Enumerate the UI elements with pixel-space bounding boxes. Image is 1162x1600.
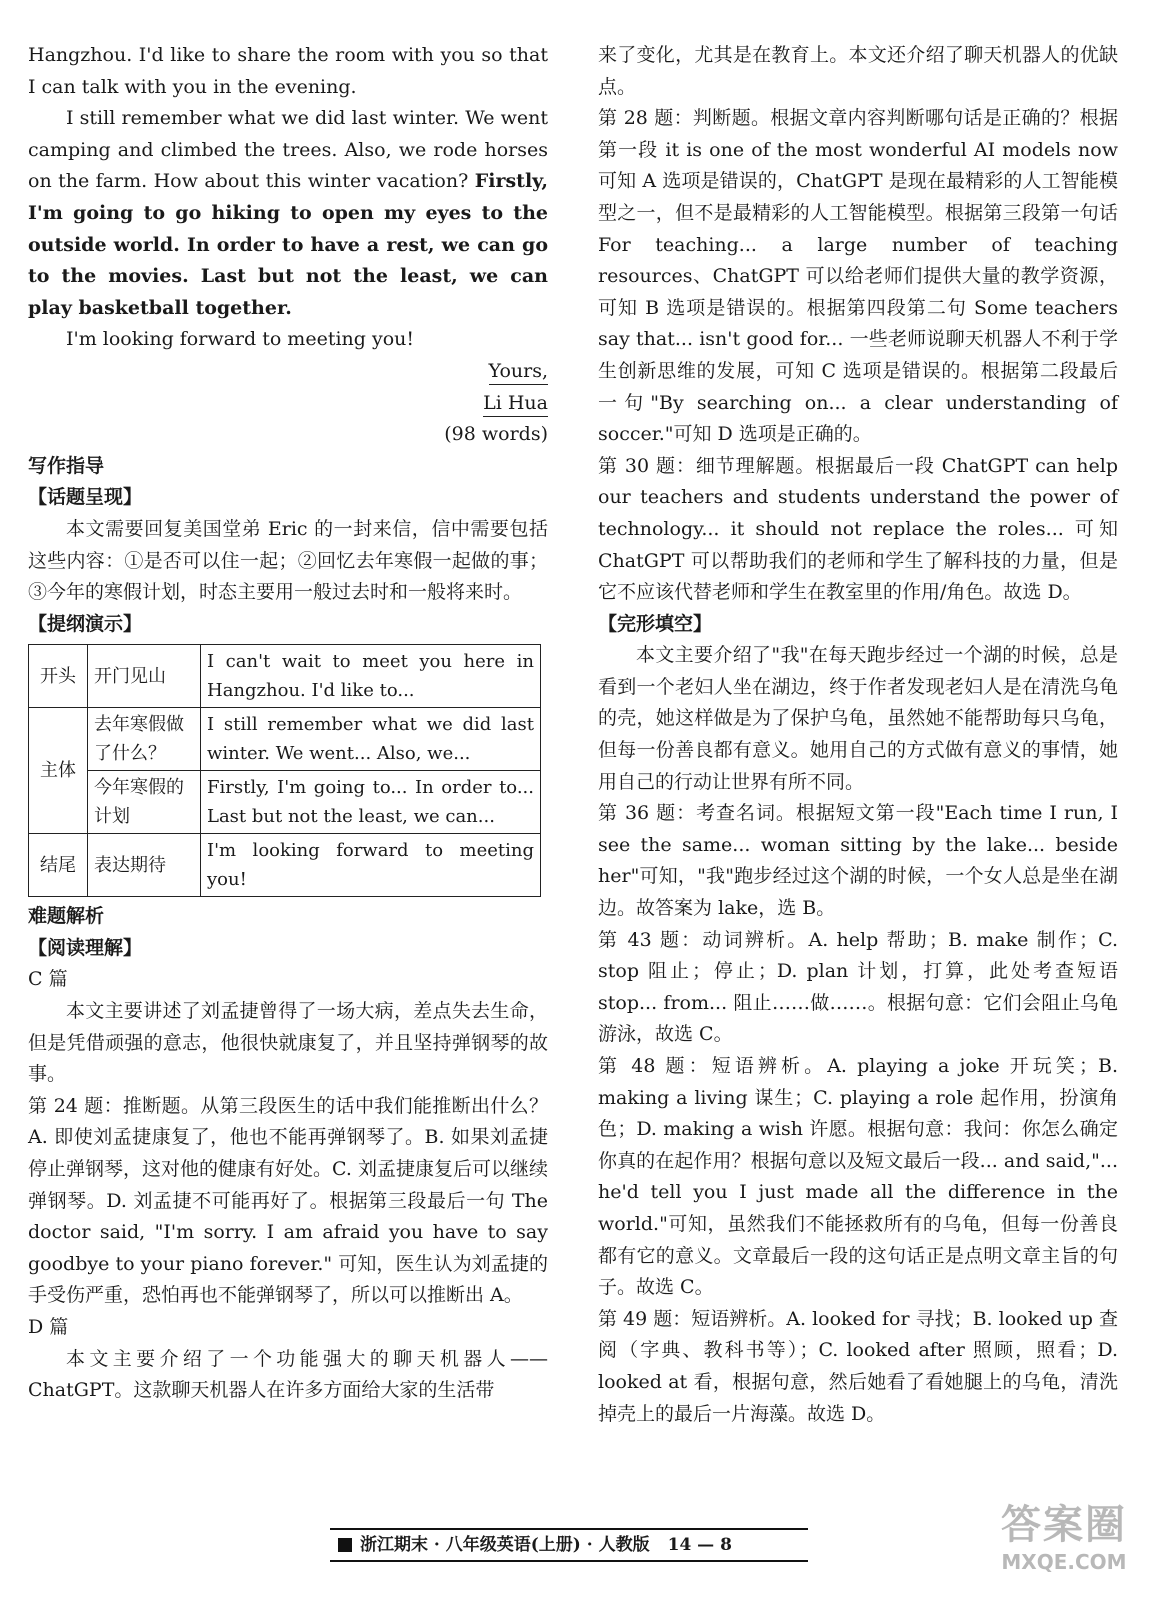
watermark-top: 答案圈 [1001,1502,1127,1548]
letter-p2-bold: Firstly, I'm going to go hiking to open my eyes to the outside world. In order to have a rest, we can go to the movies. Last but not the least, we can play basketball together. [28,170,548,319]
question-28: 第 28 题：判断题。根据文章内容判断哪句话是正确的？根据第一段 it is one of the most wonderful AI models now 可知 A 选项是错误的，ChatGPT 是现在最精彩的人工智能模型之一，但不是最精彩的人工智能模型。根据第三段第一句话 For teaching... a large number of teaching resources、ChatGPT 可以给老师们提供大量的教学资源，可知 B 选项是错误的。根据第四段第二句 Some teachers say that... isn't good for... 一些老师说聊天机器人不利于学生创新思维的发展，可知 C 选项是错误的。根据第二段最后一句"By searching on... a clear understanding of soccer."可知 D 选项是正确的。 [598,107,1118,446]
topic-text: 本文需要回复美国堂弟 Eric 的一封来信，信中需要包括这些内容：①是否可以住一起；②回忆去年寒假一起做的事；③今年的寒假计划，时态主要用一般过去时和一般将来时。 [28,517,548,604]
letter-paragraph-3: I'm looking forward to meeting you! [66,328,415,351]
outline-item: 开门见山 [88,645,201,708]
outline-text: I still remember what we did last winter. We went... Also, we... [201,708,541,771]
page-footer [330,1528,808,1562]
question-24: 第 24 题：推断题。从第三段医生的话中我们能推断出什么？A. 即使刘孟捷康复了，他也不能再弹钢琴了。B. 如果刘孟捷停止弹钢琴，这对他的健康有好处。C. 刘孟捷康复后可以继续弹钢琴。D. 刘孟捷不可能再好了。根据第三段最后一句 The doctor said, "I'm sorry. I am afraid you have to say goodbye to your piano forever." 可知，医生认为刘孟捷的手受伤严重，恐怕再也不能弹钢琴了，所以可以推断出 A。 [28,1094,548,1307]
outline-title: 【提纲演示】 [28,612,143,635]
passage-c-label: C 篇 [28,968,68,991]
watermark-bottom: MXQE.COM [1001,1550,1127,1574]
outline-item: 表达期待 [88,834,201,897]
analysis-title: 难题解析 [28,905,105,928]
outline-text: Firstly, I'm going to... In order to... Last but not the least, we can... [201,771,541,834]
outline-part: 开头 [29,645,88,708]
outline-item: 去年寒假做了什么？ [88,708,201,771]
question-48: 第 48 题：短语辨析。A. playing a joke 开玩笑；B. making a living 谋生；C. playing a role 起作用，扮演角色；D. making a wish 许愿。根据句意：我问：你怎么确定你真的在起作用？根据句意以及短文最后一段... and said,"... he'd tell you I just made all the difference in the world."可知，虽然我们不能拯救所有的乌龟，但每一份善良都有它的意义。文章最后一段的这句话正是点明文章主旨的句子。故选 C。 [598,1055,1118,1299]
outline-item: 今年寒假的计划 [88,771,201,834]
reading-title: 【阅读理解】 [28,936,143,959]
table-row [29,645,541,708]
signature: Li Hua [28,388,548,420]
square-mark-icon [338,1538,352,1552]
right-column [598,40,1118,1430]
watermark-logo [984,1500,1144,1590]
topic-title: 【话题呈现】 [28,486,143,509]
outline-part: 主体 [29,708,88,834]
passage-d-label: D 篇 [28,1316,69,1338]
question-49: 第 49 题：短语辨析。A. looked for 寻找；B. looked up 查阅（字典、教科书等）；C. looked after 照顾，照看；D. looked at 看，根据句意，然后她看了看她腿上的乌龟，清洗掉壳上的最后一片海藻。故选 D。 [598,1307,1118,1425]
outline-text: I can't wait to meet you here in Hangzhou. I'd like to... [201,645,541,708]
writing-guide-title: 写作指导 [28,454,105,477]
table-row [29,834,541,897]
question-30: 第 30 题：细节理解题。根据最后一段 ChatGPT can help our teachers and students understand the power of technology... it should not replace the roles... 可知 ChatGPT 可以帮助我们的老师和学生了解科技的力量，但是它不应该代替老师和学生在教室里的作用/角色。故选 D。 [598,454,1118,604]
outline-text: I'm looking forward to meeting you! [201,834,541,897]
footer-title: 浙江期末 · 八年级英语(上册) · 人教版 [360,1535,650,1555]
letter-p2-plain: I still remember what we did last winter. We went camping and climbed the trees. Also, we rode horses on the farm. How about this winter vacation? [28,107,548,193]
cloze-summary: 本文主要介绍了"我"在每天跑步经过一个湖的时候，总是看到一个老妇人坐在湖边，终于作者发现老妇人是在清洗乌龟的壳，她这样做是为了保护乌龟，虽然她不能帮助每只乌龟，但每一份善良都有意义。她用自己的方式做有意义的事情，她用自己的行动让世界有所不同。 [598,644,1118,793]
table-row [29,708,541,771]
cloze-title: 【完形填空】 [598,612,713,635]
page-number: 14 — 8 [667,1535,732,1555]
question-43: 第 43 题：动词辨析。A. help 帮助；B. make 制作；C. stop 阻止；停止；D. plan 计划，打算，此处考查短语 stop... from... 阻止……做……。根据句意：它们会阻止乌龟游泳，故选 C。 [598,928,1118,1046]
left-column [28,40,548,1407]
table-row [29,771,541,834]
question-36: 第 36 题：考查名词。根据短文第一段"Each time I run, I see the same... woman sitting by the lake... beside her"可知，"我"跑步经过这个湖的时候，一个女人总是坐在湖边。故答案为 lake，选 B。 [598,802,1118,920]
closing: Yours, [28,356,548,388]
passage-c-summary: 本文主要讲述了刘孟捷曾得了一场大病，差点失去生命，但是凭借顽强的意志，他很快就康复了，并且坚持弹钢琴的故事。 [28,1000,548,1086]
letter-paragraph-2 [28,103,548,324]
outline-part: 结尾 [29,834,88,897]
letter-paragraph-1: Hangzhou. I'd like to share the room with you so that I can talk with you in the evening. [28,44,548,98]
passage-d-summary-cont: 来了变化，尤其是在教育上。本文还介绍了聊天机器人的优缺点。 [598,44,1118,98]
word-count: (98 words) [444,423,548,446]
outline-table [28,644,541,897]
passage-d-summary: 本文主要介绍了一个功能强大的聊天机器人——ChatGPT。这款聊天机器人在许多方面给大家的生活带 [28,1347,548,1402]
